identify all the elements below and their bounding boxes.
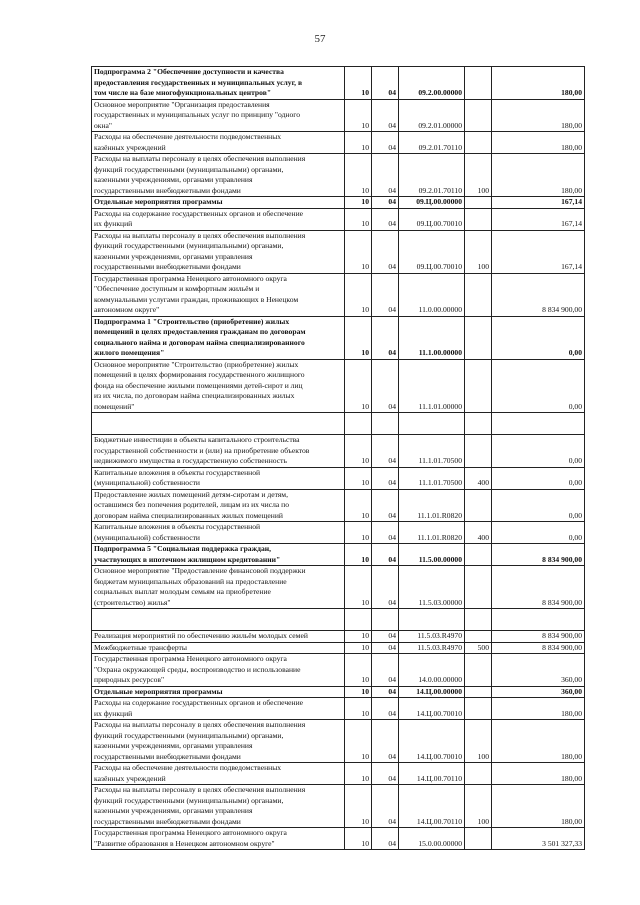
table-row xyxy=(92,720,585,763)
table-row xyxy=(92,686,585,698)
table-row xyxy=(92,359,585,413)
section-code: 10 xyxy=(345,273,372,316)
budget-table-body xyxy=(92,67,585,850)
budget-table xyxy=(91,66,585,850)
expense-type-code xyxy=(465,609,492,631)
table-row xyxy=(92,828,585,850)
amount: 167,14 xyxy=(492,197,585,209)
table-row xyxy=(92,763,585,785)
target-article-code: 14.Ц.00.00000 xyxy=(399,686,465,698)
expense-type-code xyxy=(465,566,492,609)
row-name: Подпрограмма 5 "Социальная поддержка граждан, участвующих в ипотечном жилищном кредитовании" xyxy=(92,544,345,566)
amount xyxy=(492,609,585,631)
row-name: Государственная программа Ненецкого автономного округа "Развитие образования в Ненецком автономном округе" xyxy=(92,828,345,850)
amount: 0,00 xyxy=(492,316,585,359)
target-article-code: 14.0.00.00000 xyxy=(399,654,465,687)
target-article-code: 09.2.01.70110 xyxy=(399,132,465,154)
row-name: Расходы на содержание государственных органов и обеспечение их функций xyxy=(92,208,345,230)
amount: 180,00 xyxy=(492,720,585,763)
subsection-code: 04 xyxy=(372,785,399,828)
subsection-code: 04 xyxy=(372,686,399,698)
amount: 360,00 xyxy=(492,654,585,687)
target-article-code: 11.1.01.R0820 xyxy=(399,489,465,522)
row-name: Расходы на обеспечение деятельности подведомственных казённых учреждений xyxy=(92,132,345,154)
row-name: Основное мероприятие "Предоставление финансовой поддержки бюджетам муниципальных образований на предоставление социальных выплат молодым семьям на приобретение (строительство) жилья" xyxy=(92,566,345,609)
page-number: 57 xyxy=(314,33,326,45)
row-name: Основное мероприятие "Организация предоставления государственных и муниципальных услуг по принципу "одного окна" xyxy=(92,99,345,132)
target-article-code: 11.1.01.70500 xyxy=(399,435,465,468)
target-article-code: 14.Ц.00.70010 xyxy=(399,720,465,763)
expense-type-code xyxy=(465,631,492,643)
section-code: 10 xyxy=(345,828,372,850)
expense-type-code xyxy=(465,763,492,785)
expense-type-code xyxy=(465,686,492,698)
expense-type-code: 100 xyxy=(465,230,492,273)
expense-type-code xyxy=(465,435,492,468)
section-code: 10 xyxy=(345,566,372,609)
section-code: 10 xyxy=(345,642,372,654)
subsection-code: 04 xyxy=(372,435,399,468)
amount: 0,00 xyxy=(492,522,585,544)
amount: 167,14 xyxy=(492,230,585,273)
amount: 180,00 xyxy=(492,763,585,785)
row-name: Отдельные мероприятия программы xyxy=(92,686,345,698)
section-code: 10 xyxy=(345,785,372,828)
table-row xyxy=(92,698,585,720)
subsection-code: 04 xyxy=(372,467,399,489)
row-name: Отдельные мероприятия программы xyxy=(92,197,345,209)
amount: 180,00 xyxy=(492,698,585,720)
row-name: Капитальные вложения в объекты государственной (муниципальной) собственности xyxy=(92,522,345,544)
table-row xyxy=(92,566,585,609)
row-name: Бюджетные инвестиции в объекты капитального строительства государственной собственности и (или) на приобретение объектов недвижимого имущества в государственную собственность xyxy=(92,435,345,468)
expense-type-code xyxy=(465,132,492,154)
section-code: 10 xyxy=(345,230,372,273)
table-row xyxy=(92,67,585,100)
table-row xyxy=(92,208,585,230)
table-row xyxy=(92,785,585,828)
target-article-code: 11.5.03.R4970 xyxy=(399,642,465,654)
table-row xyxy=(92,522,585,544)
section-code: 10 xyxy=(345,522,372,544)
section-code: 10 xyxy=(345,359,372,413)
row-name: Подпрограмма 2 "Обеспечение доступности и качества предоставления государственных и муниципальных услуг, в том числе на базе многофункциональных центров" xyxy=(92,67,345,100)
subsection-code: 04 xyxy=(372,566,399,609)
target-article-code: 14.Ц.00.70110 xyxy=(399,785,465,828)
table-row xyxy=(92,489,585,522)
target-article-code xyxy=(399,413,465,435)
amount: 167,14 xyxy=(492,208,585,230)
subsection-code xyxy=(372,413,399,435)
expense-type-code xyxy=(465,698,492,720)
target-article-code: 11.5.00.00000 xyxy=(399,544,465,566)
amount: 0,00 xyxy=(492,359,585,413)
table-row xyxy=(92,273,585,316)
target-article-code: 14.Ц.00.70010 xyxy=(399,698,465,720)
amount xyxy=(492,413,585,435)
table-row xyxy=(92,197,585,209)
row-name: Реализация мероприятий по обеспечению жильём молодых семей xyxy=(92,631,345,643)
expense-type-code xyxy=(465,99,492,132)
target-article-code: 15.0.00.00000 xyxy=(399,828,465,850)
amount: 8 834 900,00 xyxy=(492,273,585,316)
row-name: Предоставление жилых помещений детям-сиротам и детям, оставшимся без попечения родителей, лицам из их числа по договорам найма специализированных жилых помещений xyxy=(92,489,345,522)
row-name: Государственная программа Ненецкого автономного округа "Охрана окружающей среды, воспроизводство и использование природных ресурсов" xyxy=(92,654,345,687)
target-article-code: 11.1.01.70500 xyxy=(399,467,465,489)
subsection-code: 04 xyxy=(372,654,399,687)
expense-type-code xyxy=(465,197,492,209)
amount: 3 501 327,33 xyxy=(492,828,585,850)
target-article-code: 09.2.01.70110 xyxy=(399,154,465,197)
expense-type-code xyxy=(465,413,492,435)
subsection-code: 04 xyxy=(372,316,399,359)
expense-type-code: 400 xyxy=(465,467,492,489)
table-row xyxy=(92,316,585,359)
subsection-code: 04 xyxy=(372,828,399,850)
target-article-code: 09.2.01.00000 xyxy=(399,99,465,132)
row-name xyxy=(92,609,345,631)
target-article-code xyxy=(399,609,465,631)
row-name: Расходы на выплаты персоналу в целях обеспечения выполнения функций государственными (муниципальными) органами, казенными учреждениями, органами управления государственными внебюджетными фондами xyxy=(92,785,345,828)
target-article-code: 09.Ц.00.00000 xyxy=(399,197,465,209)
target-article-code: 11.0.00.00000 xyxy=(399,273,465,316)
subsection-code: 04 xyxy=(372,99,399,132)
amount: 0,00 xyxy=(492,435,585,468)
expense-type-code: 400 xyxy=(465,522,492,544)
section-code: 10 xyxy=(345,467,372,489)
section-code: 10 xyxy=(345,489,372,522)
amount: 180,00 xyxy=(492,67,585,100)
target-article-code: 11.5.03.00000 xyxy=(399,566,465,609)
subsection-code: 04 xyxy=(372,522,399,544)
section-code: 10 xyxy=(345,154,372,197)
target-article-code: 11.1.01.R0820 xyxy=(399,522,465,544)
row-name: Расходы на выплаты персоналу в целях обеспечения выполнения функций государственными (муниципальными) органами, казенными учреждениями, органами управления государственными внебюджетными фондами xyxy=(92,720,345,763)
expense-type-code: 100 xyxy=(465,785,492,828)
section-code: 10 xyxy=(345,67,372,100)
amount: 8 834 900,00 xyxy=(492,642,585,654)
table-row xyxy=(92,230,585,273)
section-code: 10 xyxy=(345,544,372,566)
table-row xyxy=(92,99,585,132)
target-article-code: 11.1.00.00000 xyxy=(399,316,465,359)
amount: 180,00 xyxy=(492,132,585,154)
expense-type-code xyxy=(465,359,492,413)
row-name: Расходы на обеспечение деятельности подведомственных казённых учреждений xyxy=(92,763,345,785)
amount: 0,00 xyxy=(492,489,585,522)
section-code: 10 xyxy=(345,132,372,154)
subsection-code: 04 xyxy=(372,197,399,209)
table-row xyxy=(92,413,585,435)
section-code: 10 xyxy=(345,99,372,132)
expense-type-code xyxy=(465,316,492,359)
table-row xyxy=(92,435,585,468)
target-article-code: 11.5.03.R4970 xyxy=(399,631,465,643)
table-row xyxy=(92,609,585,631)
table-row xyxy=(92,467,585,489)
expense-type-code: 100 xyxy=(465,720,492,763)
subsection-code: 04 xyxy=(372,230,399,273)
expense-type-code xyxy=(465,67,492,100)
subsection-code: 04 xyxy=(372,544,399,566)
target-article-code: 14.Ц.00.70110 xyxy=(399,763,465,785)
target-article-code: 09.2.00.00000 xyxy=(399,67,465,100)
section-code: 10 xyxy=(345,208,372,230)
section-code xyxy=(345,413,372,435)
section-code: 10 xyxy=(345,654,372,687)
subsection-code: 04 xyxy=(372,359,399,413)
section-code: 10 xyxy=(345,720,372,763)
section-code: 10 xyxy=(345,435,372,468)
target-article-code: 11.1.01.00000 xyxy=(399,359,465,413)
amount: 8 834 900,00 xyxy=(492,544,585,566)
subsection-code: 04 xyxy=(372,67,399,100)
subsection-code: 04 xyxy=(372,489,399,522)
section-code: 10 xyxy=(345,197,372,209)
table-row xyxy=(92,154,585,197)
row-name: Расходы на выплаты персоналу в целях обеспечения выполнения функций государственными (муниципальными) органами, казенными учреждениями, органами управления государственными внебюджетными фондами xyxy=(92,230,345,273)
row-name: Межбюджетные трансферты xyxy=(92,642,345,654)
amount: 8 834 900,00 xyxy=(492,566,585,609)
subsection-code: 04 xyxy=(372,132,399,154)
row-name: Подпрограмма 1 "Строительство (приобретение) жилых помещений в целях предоставления гражданам по договорам социального найма и договорам найма специализированного жилого помещения" xyxy=(92,316,345,359)
table-row xyxy=(92,631,585,643)
row-name: Государственная программа Ненецкого автономного округа "Обеспечение доступным и комфортным жильём и коммунальными услугами граждан, проживающих в Ненецком автономном округе" xyxy=(92,273,345,316)
subsection-code: 04 xyxy=(372,208,399,230)
table-row xyxy=(92,132,585,154)
row-name: Расходы на выплаты персоналу в целях обеспечения выполнения функций государственными (муниципальными) органами, казенными учреждениями, органами управления государственными внебюджетными фондами xyxy=(92,154,345,197)
expense-type-code: 500 xyxy=(465,642,492,654)
subsection-code: 04 xyxy=(372,273,399,316)
section-code: 10 xyxy=(345,316,372,359)
amount: 360,00 xyxy=(492,686,585,698)
amount: 8 834 900,00 xyxy=(492,631,585,643)
table-row xyxy=(92,654,585,687)
section-code: 10 xyxy=(345,631,372,643)
subsection-code: 04 xyxy=(372,631,399,643)
subsection-code: 04 xyxy=(372,698,399,720)
section-code: 10 xyxy=(345,698,372,720)
subsection-code xyxy=(372,609,399,631)
row-name: Расходы на содержание государственных органов и обеспечение их функций xyxy=(92,698,345,720)
row-name: Капитальные вложения в объекты государственной (муниципальной) собственности xyxy=(92,467,345,489)
amount: 0,00 xyxy=(492,467,585,489)
expense-type-code xyxy=(465,489,492,522)
subsection-code: 04 xyxy=(372,763,399,785)
section-code: 10 xyxy=(345,763,372,785)
subsection-code: 04 xyxy=(372,642,399,654)
section-code xyxy=(345,609,372,631)
subsection-code: 04 xyxy=(372,154,399,197)
expense-type-code xyxy=(465,273,492,316)
expense-type-code xyxy=(465,544,492,566)
target-article-code: 09.Ц.00.70010 xyxy=(399,230,465,273)
amount: 180,00 xyxy=(492,785,585,828)
row-name: Основное мероприятие "Строительство (приобретение) жилых помещений в целях формирования государственного жилищного фонда на обеспечение жилыми помещениями детей-сирот и лиц из их числа, по договорам найма специализированных жилых помещений" xyxy=(92,359,345,413)
expense-type-code xyxy=(465,828,492,850)
row-name xyxy=(92,413,345,435)
expense-type-code xyxy=(465,208,492,230)
amount: 180,00 xyxy=(492,99,585,132)
target-article-code: 09.Ц.00.70010 xyxy=(399,208,465,230)
expense-type-code xyxy=(465,654,492,687)
table-row xyxy=(92,544,585,566)
section-code: 10 xyxy=(345,686,372,698)
expense-type-code: 100 xyxy=(465,154,492,197)
table-row xyxy=(92,642,585,654)
amount: 180,00 xyxy=(492,154,585,197)
subsection-code: 04 xyxy=(372,720,399,763)
